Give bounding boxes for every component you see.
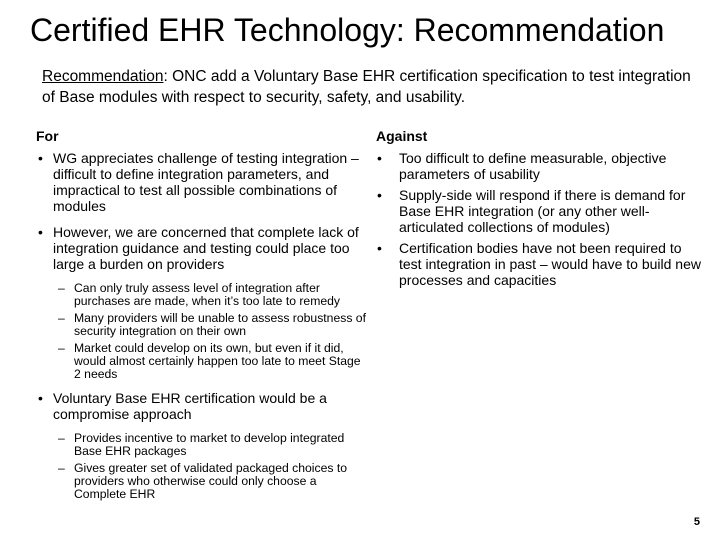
bullet-icon: • (377, 150, 382, 166)
for-column (36, 128, 366, 510)
against-item (376, 150, 702, 182)
for-item-text: However, we are concerned that complete lack of integration guidance and testing could place too large a burden on providers (53, 224, 359, 272)
sub-item (36, 462, 366, 502)
dash-icon: – (58, 310, 65, 325)
dash-icon: – (58, 460, 65, 475)
dash-icon: – (58, 430, 65, 445)
bullet-icon: • (377, 240, 382, 256)
sub-item (36, 342, 366, 382)
for-item (36, 224, 366, 272)
bullet-icon: • (38, 150, 43, 166)
sub-item-text: Many providers will be unable to assess robustness of security integration on their own (74, 310, 366, 339)
against-heading: Against (376, 128, 428, 144)
against-item (376, 240, 702, 288)
dash-icon: – (58, 281, 65, 295)
for-item (36, 390, 366, 422)
against-item-text: Too difficult to define measurable, objective parameters of usability (399, 150, 667, 182)
sub-item-text: Can only truly assess level of integration after purchases are made, when it’s too late to remedy (74, 281, 341, 309)
recommendation-label: Recommendation (42, 68, 164, 85)
page-number: 5 (693, 516, 700, 528)
sub-item-text: Market could develop on its own, but even if it did, would almost certainly happen too late to meet Stage 2 needs (74, 340, 361, 382)
compromise-sublist (36, 432, 366, 502)
for-item (36, 150, 366, 214)
concern-sublist (36, 282, 366, 382)
sub-item-text: Provides incentive to market to develop integrated Base EHR packages (74, 430, 345, 459)
bullet-icon: • (38, 389, 43, 406)
against-column (376, 128, 702, 293)
against-item-text: Supply-side will respond if there is demand for Base EHR integration (or any other well-articulated collections of modules) (399, 187, 686, 235)
sub-item (36, 312, 366, 339)
bullet-icon: • (377, 187, 382, 203)
sub-item-text: Gives greater set of validated packaged choices to providers who otherwise could only choose a Complete EHR (74, 460, 348, 502)
against-item-text: Certification bodies have not been required to test integration in past – would have to build new processes and capacities (399, 240, 701, 288)
for-heading: For (36, 128, 59, 144)
against-item (376, 187, 702, 235)
for-item-text: WG appreciates challenge of testing integration – difficult to define integration parameters, and impractical to test all possible combinations of modules (53, 150, 359, 214)
dash-icon: – (58, 340, 65, 355)
recommendation-text: ONC add a Voluntary Base EHR certification specification to test integration of Base modules with respect to security, safety, and usability. (42, 68, 691, 106)
bullet-icon: • (38, 224, 43, 240)
sub-item (36, 282, 366, 309)
sub-item (36, 432, 366, 459)
for-item-text: Voluntary Base EHR certification would be a compromise approach (53, 389, 327, 422)
recommendation-paragraph (42, 66, 697, 108)
slide-title: Certified EHR Technology: Recommendation (30, 12, 665, 48)
recommendation-colon: : (163, 68, 168, 85)
